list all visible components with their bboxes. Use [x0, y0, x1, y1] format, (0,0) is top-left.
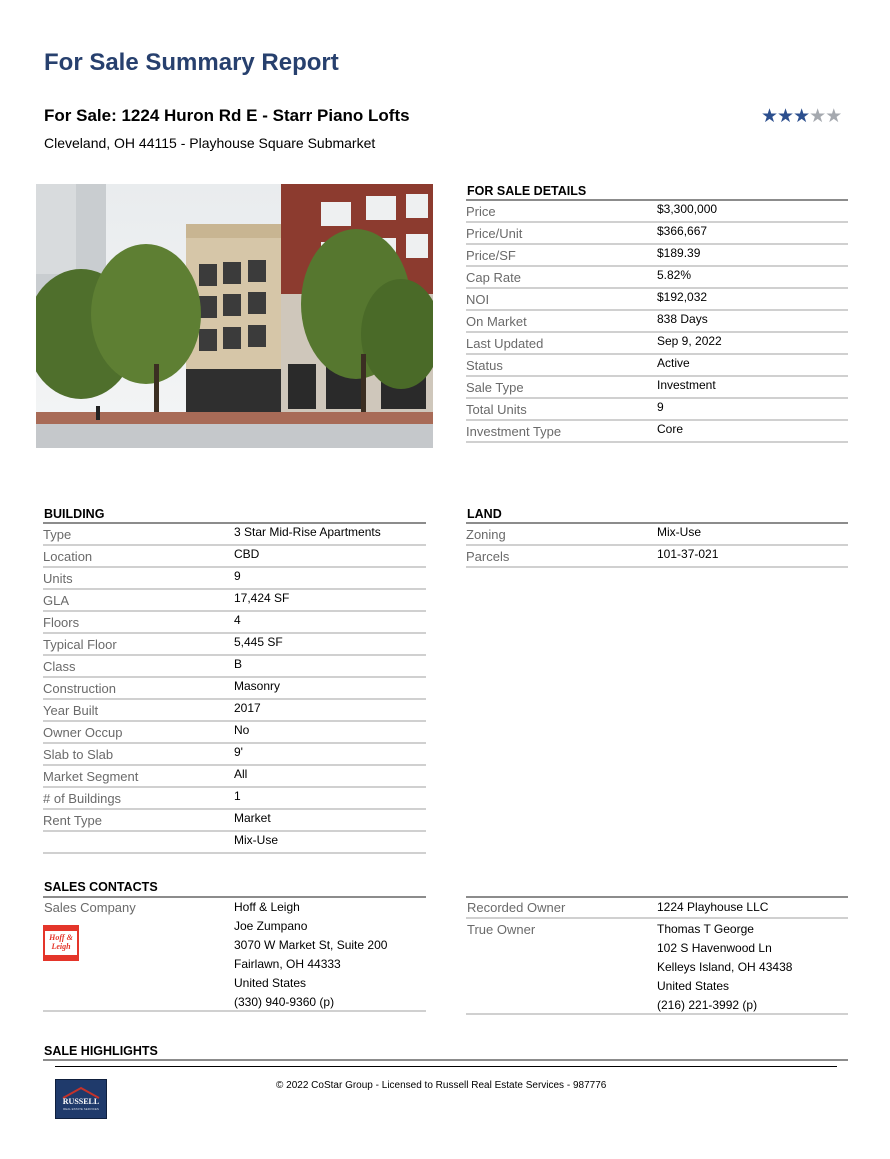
row-value: 4 — [234, 613, 241, 627]
row-label: Type — [43, 527, 72, 542]
row-label: Rent Type — [43, 813, 103, 828]
row-label: Typical Floor — [43, 637, 117, 652]
property-subtitle: Cleveland, OH 44115 - Playhouse Square Submarket — [44, 135, 376, 151]
russell-logo-subtext: REAL ESTATE SERVICES — [63, 1107, 99, 1111]
divider — [43, 1059, 848, 1061]
table-row — [466, 399, 848, 421]
true-owner-label: True Owner — [467, 922, 536, 937]
table-row — [43, 612, 426, 634]
row-label: Owner Occup — [43, 725, 123, 740]
row-label: Slab to Slab — [43, 747, 114, 762]
recorded-owner-value: 1224 Playhouse LLC — [657, 900, 769, 914]
table-row — [43, 678, 426, 700]
divider — [466, 896, 848, 898]
table-row — [43, 744, 426, 766]
true-owner-line: (216) 221-3992 (p) — [657, 998, 758, 1012]
divider — [43, 1010, 426, 1012]
table-row — [466, 267, 848, 289]
row-value: $366,667 — [657, 224, 708, 238]
row-label: Market Segment — [43, 769, 139, 784]
row-label: NOI — [466, 292, 490, 307]
row-label: Sale Type — [466, 380, 524, 395]
divider — [466, 917, 848, 919]
row-value: CBD — [234, 547, 260, 561]
property-photo-image — [36, 184, 433, 448]
row-value: Mix-Use — [234, 833, 278, 847]
row-label: Zoning — [466, 527, 506, 542]
star-filled-icon: ★ — [793, 106, 810, 127]
divider — [43, 896, 426, 898]
star-filled-icon: ★ — [777, 106, 794, 127]
table-row — [43, 656, 426, 678]
building-table — [43, 522, 426, 854]
row-value: 101-37-021 — [657, 547, 719, 561]
row-label: Units — [43, 571, 73, 586]
row-label: Price — [466, 204, 496, 219]
row-value: 17,424 SF — [234, 591, 290, 605]
row-value: 1 — [234, 789, 241, 803]
table-row — [466, 377, 848, 399]
row-label: Price/SF — [466, 248, 516, 263]
row-label: On Market — [466, 314, 527, 329]
footer-copyright: © 2022 CoStar Group - Licensed to Russell Real Estate Services - 987776 — [276, 1080, 607, 1091]
hoff-leigh-logo — [43, 925, 79, 961]
true-owner-line: United States — [657, 979, 730, 993]
row-value: 3 Star Mid-Rise Apartments — [234, 525, 381, 539]
table-row — [43, 546, 426, 568]
russell-logo-text: RUSSELL — [62, 1097, 100, 1106]
hoff-leigh-logo-text: Hoff & Leigh — [49, 933, 73, 951]
row-label: Investment Type — [466, 424, 562, 439]
row-value: Mix-Use — [657, 525, 701, 539]
table-row — [466, 223, 848, 245]
table-row — [466, 289, 848, 311]
table-row — [466, 201, 848, 223]
sales-company-line: Fairlawn, OH 44333 — [234, 957, 341, 971]
sales-company-line: Joe Zumpano — [234, 919, 308, 933]
star-rating — [761, 105, 841, 128]
sales-company-line: (330) 940-9360 (p) — [234, 995, 335, 1009]
table-row — [43, 722, 426, 744]
true-owner-line: Thomas T George — [657, 922, 754, 936]
row-label: GLA — [43, 593, 70, 608]
row-value: $3,300,000 — [657, 202, 718, 216]
table-row — [466, 333, 848, 355]
row-label: Status — [466, 358, 503, 373]
sales-company-line: 3070 W Market St, Suite 200 — [234, 938, 388, 952]
row-value: 5.82% — [657, 268, 692, 282]
table-row — [466, 524, 848, 546]
row-value: Sep 9, 2022 — [657, 334, 722, 348]
row-label: # of Buildings — [43, 791, 122, 806]
recorded-owner-label: Recorded Owner — [467, 900, 566, 915]
row-value: Active — [657, 356, 690, 370]
star-filled-icon: ★ — [761, 106, 778, 127]
table-row — [43, 568, 426, 590]
table-row — [466, 421, 848, 443]
for-sale-details-heading: FOR SALE DETAILS — [467, 184, 587, 198]
row-label: Cap Rate — [466, 270, 521, 285]
property-title: For Sale: 1224 Huron Rd E - Starr Piano Lofts — [44, 106, 410, 125]
row-label: Parcels — [466, 549, 510, 564]
sale-highlights-heading: SALE HIGHLIGHTS — [44, 1044, 158, 1058]
row-value: Core — [657, 422, 684, 436]
for-sale-details-table — [466, 199, 848, 443]
row-value: 9 — [657, 400, 664, 414]
star-empty-icon: ★ — [825, 106, 842, 127]
true-owner-line: 102 S Havenwood Ln — [657, 941, 772, 955]
table-row — [466, 546, 848, 568]
row-value: 2017 — [234, 701, 261, 715]
building-heading: BUILDING — [44, 507, 105, 521]
row-label: Year Built — [43, 703, 99, 718]
row-label: Total Units — [466, 402, 527, 417]
star-empty-icon: ★ — [809, 106, 826, 127]
table-row — [466, 311, 848, 333]
row-value: All — [234, 767, 248, 781]
row-value: $192,032 — [657, 290, 708, 304]
row-label: Price/Unit — [466, 226, 523, 241]
table-row — [43, 590, 426, 612]
report-title: For Sale Summary Report — [44, 49, 339, 76]
table-row — [466, 245, 848, 267]
row-label: Construction — [43, 681, 116, 696]
table-row — [43, 634, 426, 656]
row-value: B — [234, 657, 243, 671]
row-value: Masonry — [234, 679, 281, 693]
row-value: 9' — [234, 745, 243, 759]
land-heading: LAND — [467, 507, 502, 521]
true-owner-line: Kelleys Island, OH 43438 — [657, 960, 793, 974]
divider — [466, 1013, 848, 1015]
row-label: Last Updated — [466, 336, 544, 351]
table-row — [43, 524, 426, 546]
row-value: 838 Days — [657, 312, 708, 326]
row-label: Class — [43, 659, 76, 674]
sales-company-label: Sales Company — [44, 900, 136, 915]
row-label: Floors — [43, 615, 80, 630]
row-value: Market — [234, 811, 271, 825]
russell-logo — [55, 1079, 107, 1119]
table-row — [466, 355, 848, 377]
table-row — [43, 832, 426, 854]
sales-company-line: Hoff & Leigh — [234, 900, 300, 914]
table-row — [43, 700, 426, 722]
sales-contacts-heading: SALES CONTACTS — [44, 880, 158, 894]
row-value: 5,445 SF — [234, 635, 283, 649]
row-label: Location — [43, 549, 93, 564]
table-row — [43, 788, 426, 810]
row-value: 9 — [234, 569, 241, 583]
row-value: $189.39 — [657, 246, 701, 260]
table-row — [43, 810, 426, 832]
row-value: No — [234, 723, 250, 737]
row-value: Investment — [657, 378, 716, 392]
property-photo — [36, 184, 433, 448]
footer-rule — [55, 1066, 837, 1067]
land-table — [466, 522, 848, 568]
sales-company-line: United States — [234, 976, 307, 990]
table-row — [43, 766, 426, 788]
